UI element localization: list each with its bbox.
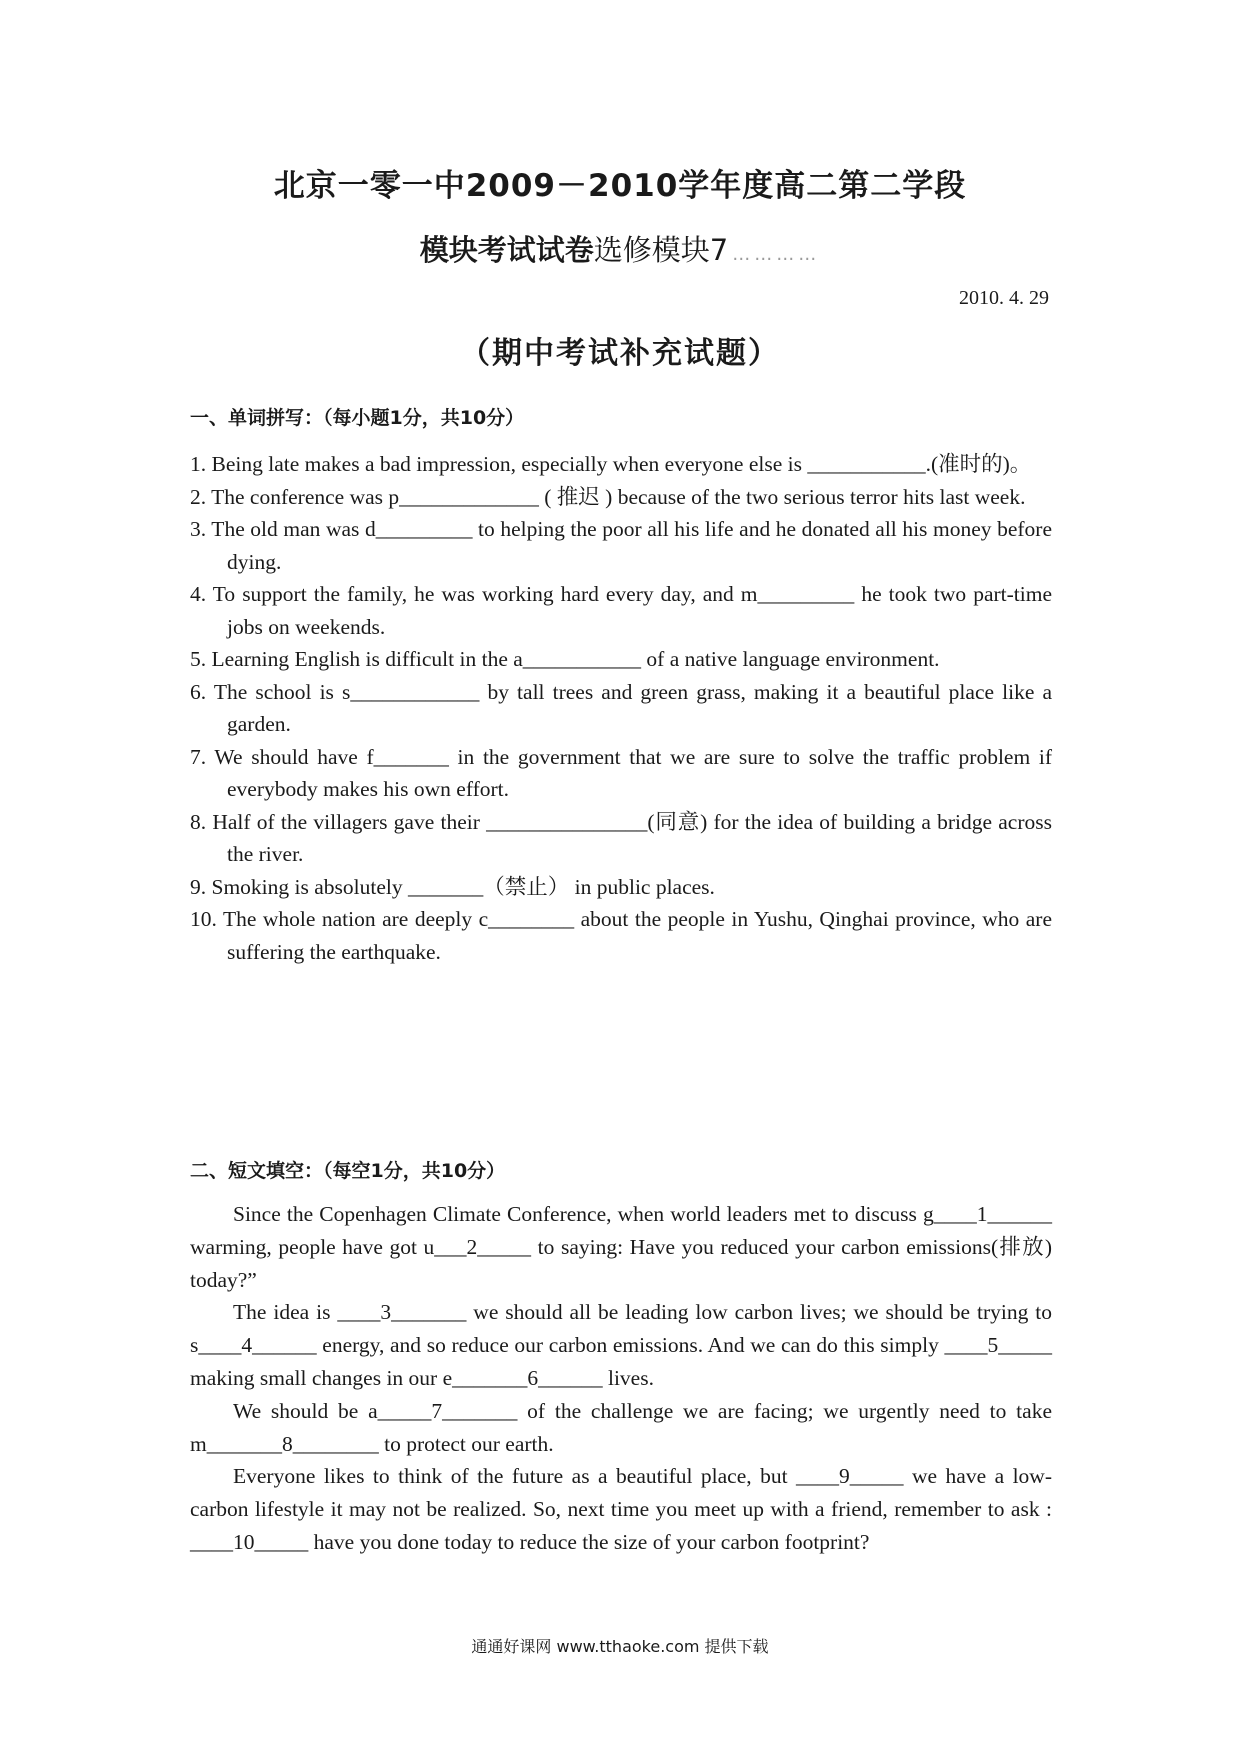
question-item: 6. The school is s____________ by tall trees and green grass, making it a beautiful place like a garden. [190, 679, 1052, 736]
section2-heading: 二、短文填空：（每空1分，共10分） [190, 1160, 506, 1182]
question-item: 5. Learning English is difficult in the a___________ of a native language environment. [190, 647, 940, 671]
question-item: 8. Half of the villagers gave their _______________(同意) for the idea of building a bridge across the river. [190, 809, 1052, 866]
passage-paragraph: Everyone likes to think of the future as a beautiful place, but ____9_____ we have a low-carbon lifestyle it may not be realized. So, next time you meet up with a friend, remember to ask : ____10_____ have you done today to reduce the size of your carbon footprint? [190, 1464, 1052, 1554]
passage-paragraph: Since the Copenhagen Climate Conference, when world leaders met to discuss g____1______ warming, people have got u___2_____ to saying: Have you reduced your carbon emissions(排放) today?” [190, 1202, 1052, 1292]
question-item: 9. Smoking is absolutely _______（禁止） in public places. [190, 874, 715, 899]
question-list [190, 448, 1052, 968]
exam-subtitle: （期中考试补充试题） [460, 336, 780, 371]
question-item: 7. We should have f_______ in the government that we are sure to solve the traffic problem if everybody makes his own effort. [190, 744, 1052, 801]
passage-paragraph: The idea is ____3_______ we should all be leading low carbon lives; we should be trying to s____4______ energy, and so reduce our carbon emissions. And we can do this simply ____5_____ making small changes in our e_______6______ lives. [190, 1300, 1052, 1390]
page-footer: 通通好课网 www.tthaoke.com 提供下载 [471, 1637, 769, 1656]
cloze-passage [190, 1198, 1052, 1559]
question-item: 4. To support the family, he was working hard every day, and m_________ he took two part-time jobs on weekends. [190, 582, 1052, 639]
exam-date: 2010. 4. 29 [959, 287, 1049, 309]
question-item: 2. The conference was p_____________ ( 推迟 ) because of the two serious terror hits last week. [190, 484, 1026, 509]
exam-module-title [0, 228, 1240, 269]
dotted-leader: ………… [732, 244, 821, 265]
question-item: 1. Being late makes a bad impression, especially when everyone else is ___________.(准时的)。 [190, 452, 1032, 476]
question-item: 10. The whole nation are deeply c________ about the people in Yushu, Qinghai province, who are suffering the earthquake. [190, 907, 1052, 964]
question-item: 3. The old man was d_________ to helping the poor all his life and he donated all his money before dying. [190, 517, 1052, 574]
passage-paragraph: We should be a_____7_______ of the challenge we are facing; we urgently need to take m_______8________ to protect our earth. [190, 1398, 1052, 1456]
exam-module-title-bold: 模块考试试卷 [419, 233, 594, 267]
exam-module-title-rest: 选修模块7 [593, 233, 729, 267]
exam-title: 北京一零一中2009－2010学年度高二第二学段 [273, 168, 967, 204]
section1-heading: 一、单词拼写：（每小题1分，共10分） [190, 407, 525, 429]
